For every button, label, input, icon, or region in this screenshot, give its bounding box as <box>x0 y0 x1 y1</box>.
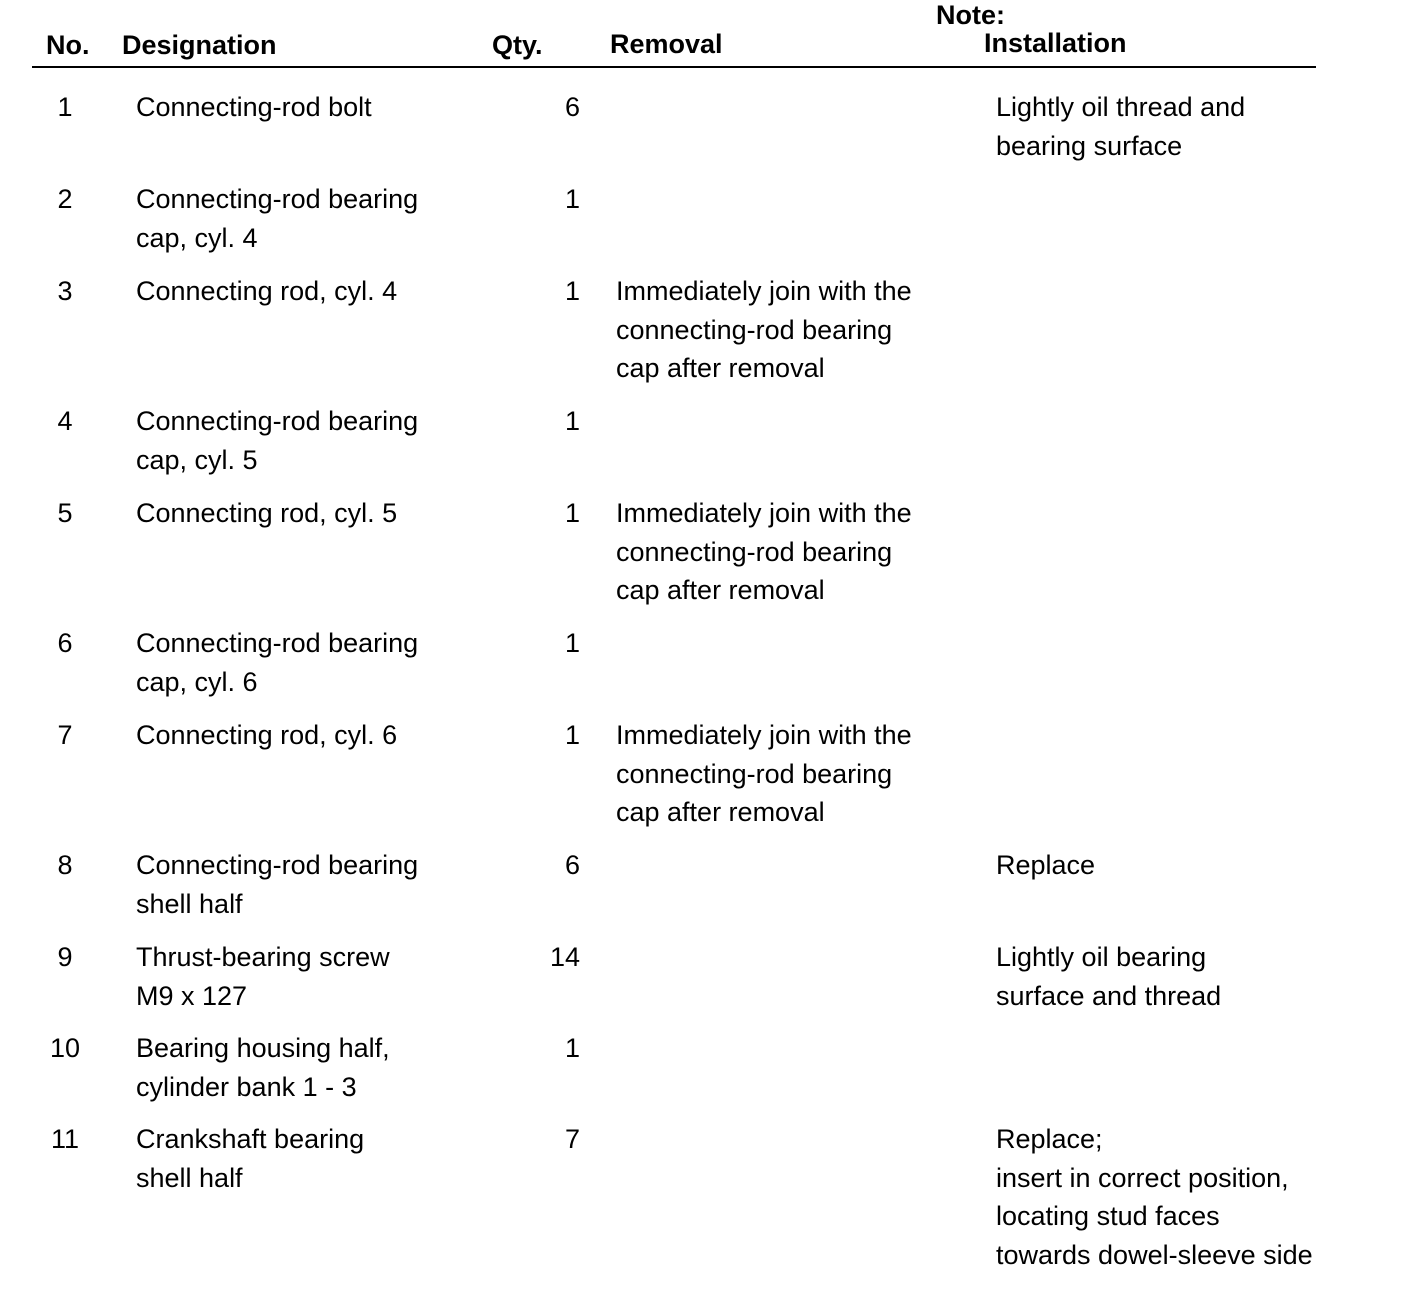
designation-cell <box>136 1029 476 1106</box>
quantity-cell: 1 <box>564 720 580 750</box>
designation-cell-line: cap, cyl. 4 <box>136 222 258 253</box>
quantity-cell: 1 <box>564 1033 580 1063</box>
quantity-cell: 6 <box>564 92 580 122</box>
installation-note-line: Replace; <box>996 1124 1103 1154</box>
item-number: 3 <box>57 276 73 306</box>
quantity-cell: 1 <box>564 628 580 658</box>
item-number: 1 <box>57 92 73 122</box>
installation-note <box>996 846 1326 885</box>
item-number: 11 <box>50 1124 80 1154</box>
removal-note-line: cap after removal <box>616 575 825 605</box>
header-no: No. <box>46 30 90 60</box>
designation-cell-line: Connecting rod, cyl. 5 <box>136 498 398 528</box>
installation-note-line: surface and thread <box>996 980 1222 1011</box>
item-number: 7 <box>57 720 73 750</box>
designation-cell <box>136 846 476 923</box>
removal-note-line: cap after removal <box>616 797 825 827</box>
designation-cell-line: shell half <box>136 888 243 919</box>
quantity-cell: 14 <box>549 942 580 972</box>
installation-note-line: bearing surface <box>996 130 1183 161</box>
designation-cell <box>136 272 476 311</box>
item-number: 2 <box>57 184 73 214</box>
header-qty: Qty. <box>492 30 543 60</box>
removal-note-line: connecting-rod bearing <box>616 314 893 345</box>
item-number: 10 <box>49 1033 81 1063</box>
item-number: 9 <box>57 942 73 972</box>
removal-note-line: connecting-rod bearing <box>616 536 893 567</box>
designation-cell-line: Connecting-rod bearing <box>136 850 419 880</box>
designation-cell-line: cylinder bank 1 - 3 <box>136 1071 357 1102</box>
quantity-cell: 1 <box>564 184 580 214</box>
quantity-cell: 6 <box>564 850 580 880</box>
designation-cell <box>136 1120 476 1197</box>
designation-cell-line: cap, cyl. 6 <box>136 666 258 697</box>
installation-note-line: Replace <box>996 850 1096 880</box>
removal-note-line: Immediately join with the <box>616 276 912 306</box>
quantity-cell: 1 <box>564 498 580 528</box>
header-removal: Removal <box>610 29 723 59</box>
designation-cell-line: M9 x 127 <box>136 980 248 1011</box>
designation-cell <box>136 494 476 533</box>
designation-cell-line: shell half <box>136 1162 243 1193</box>
designation-cell-line: Connecting rod, cyl. 4 <box>136 276 398 306</box>
installation-note <box>996 938 1326 1015</box>
removal-note-line: cap after removal <box>616 353 825 383</box>
removal-note <box>616 272 956 388</box>
designation-cell-line: Connecting-rod bolt <box>136 92 372 122</box>
designation-cell-line: Connecting rod, cyl. 6 <box>136 720 398 750</box>
designation-cell <box>136 180 476 257</box>
removal-note-line: Immediately join with the <box>616 720 912 750</box>
designation-cell-line: cap, cyl. 5 <box>136 444 258 475</box>
designation-cell-line: Thrust-bearing screw <box>136 942 390 972</box>
item-number: 4 <box>57 406 73 436</box>
installation-note-line: locating stud faces <box>996 1201 1220 1231</box>
quantity-cell: 7 <box>564 1124 580 1154</box>
item-number: 8 <box>57 850 73 880</box>
designation-cell <box>136 938 476 1015</box>
installation-note-line: insert in correct position, <box>996 1162 1289 1193</box>
header-note: Note: <box>936 0 1005 30</box>
designation-cell-line: Crankshaft bearing <box>136 1124 365 1154</box>
installation-note <box>996 88 1326 165</box>
removal-note <box>616 716 956 832</box>
installation-note-line: Lightly oil bearing <box>996 942 1207 972</box>
removal-note-line: Immediately join with the <box>616 498 912 528</box>
designation-cell <box>136 716 476 755</box>
designation-cell-line: Connecting-rod bearing <box>136 406 419 436</box>
designation-cell-line: Bearing housing half, <box>136 1033 390 1063</box>
designation-cell-line: Connecting-rod bearing <box>136 628 419 658</box>
quantity-cell: 1 <box>564 406 580 436</box>
designation-cell <box>136 402 476 479</box>
installation-note-line: towards dowel-sleeve side <box>996 1239 1313 1270</box>
installation-note-line: Lightly oil thread and <box>996 92 1246 122</box>
removal-note <box>616 494 956 610</box>
designation-cell-line: Connecting-rod bearing <box>136 184 419 214</box>
installation-note <box>996 1120 1326 1274</box>
item-number: 5 <box>57 498 73 528</box>
item-number: 6 <box>57 628 73 658</box>
designation-cell <box>136 88 476 127</box>
header-installation: Installation <box>984 28 1127 58</box>
removal-note-line: connecting-rod bearing <box>616 758 893 789</box>
header-designation: Designation <box>122 30 277 60</box>
designation-cell <box>136 624 476 701</box>
quantity-cell: 1 <box>564 276 580 306</box>
